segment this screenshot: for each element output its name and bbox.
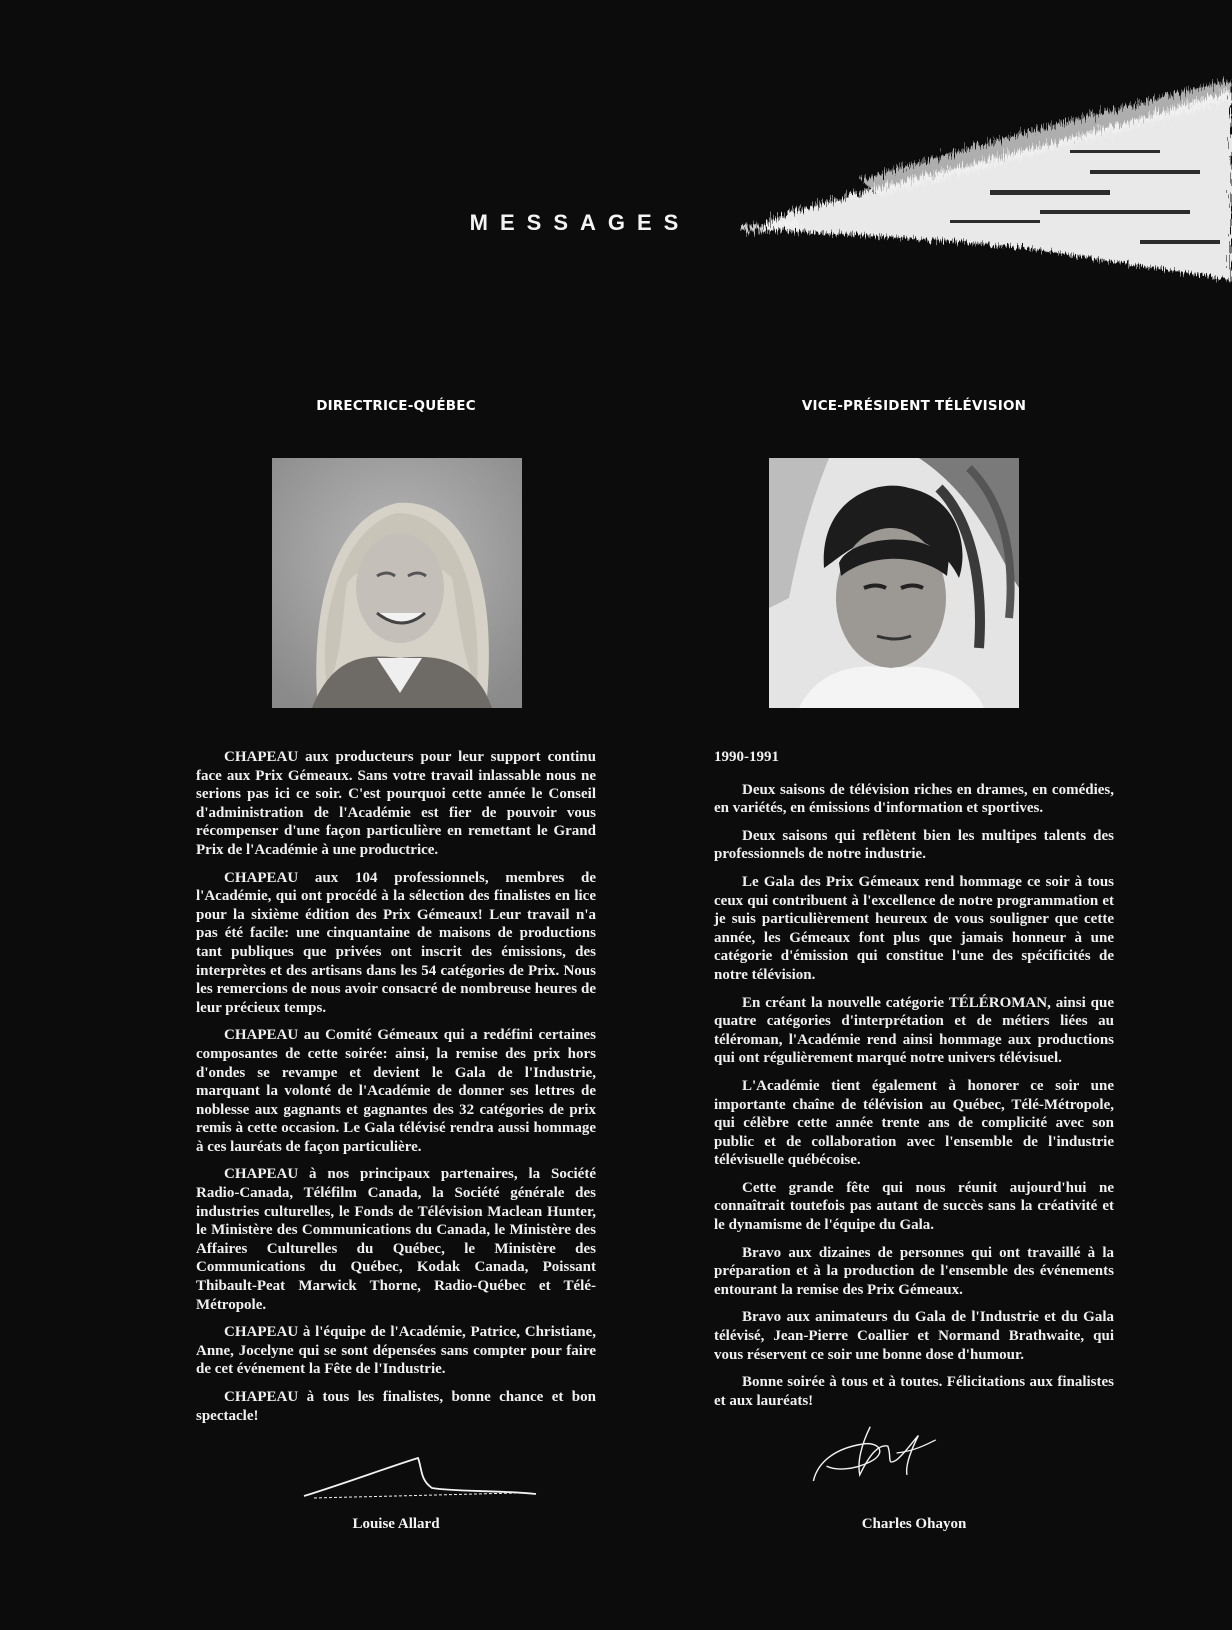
portrait-woman-photo [272, 458, 522, 708]
page-title: MESSAGES [469, 210, 691, 235]
message-date: 1990-1991 [714, 749, 779, 765]
paragraph: CHAPEAU aux producteurs pour leur support continu face aux Prix Gémeaux. Sans votre travail inlassable nous ne serions pas ici ce soir. C'est pourquoi cette année le Conseil d'administration de l'Académie est fier de pouvoir vous récompenser d'une façon particulière en remettant le Grand Prix de l'Académie à une productrice. [196, 749, 596, 858]
paragraph: Bonne soirée à tous et à toutes. Félicitations aux finalistes et aux lauréats! [714, 1374, 1114, 1409]
right-message-text [714, 748, 1114, 1419]
left-message-text [196, 748, 596, 1434]
paragraph: CHAPEAU à tous les finalistes, bonne chance et bon spectacle! [196, 1389, 596, 1424]
paragraph: CHAPEAU à nos principaux partenaires, la Société Radio-Canada, Téléfilm Canada, la Société générale des industries culturelles, le Fonds de Télévision Maclean Hunter, le Ministère des Communications du Canada, le Ministère des Affaires Culturelles du Québec, le Ministère des Communications du Québec, Kodak Canada, Poissant Thibault-Peat Marwick Thorne, Radio-Québec et Télé-Métropole. [196, 1166, 596, 1313]
paragraph: Le Gala des Prix Gémeaux rend hommage ce soir à tous ceux qui contribuent à l'excellence de notre programmation et je suis particulièrement heureux de vous souligner que cette année, les Gémeaux font plus que jamais honneur à une catégorie d'émission qui constitue l'une des spécificités de notre télévision. [714, 873, 1114, 983]
paragraph: CHAPEAU à l'équipe de l'Académie, Patrice, Christiane, Anne, Jocelyne qui se sont dépensées sans compter pour faire de cet événement la Fête de l'Industrie. [196, 1324, 596, 1378]
paragraph: Cette grande fête qui nous réunit aujourd'hui ne connaîtrait toutefois pas autant de succès sans la créativité et le dynamisme de l'équipe du Gala. [714, 1179, 1114, 1234]
paragraph: En créant la nouvelle catégorie TÉLÉROMAN, ainsi que quatre catégories d'interprétation et de métiers liées au téléroman, l'Académie rend ainsi hommage aux productions qui ont régulièrement marqué notre univers télévisuel. [714, 994, 1114, 1067]
signature-charles-ohayon [714, 1418, 1114, 1488]
paragraph: Deux saisons de télévision riches en drames, en comédies, en variétés, en émissions d'information et sportives. [714, 781, 1114, 817]
left-role-heading: DIRECTRICE-QUÉBEC [316, 398, 476, 414]
paragraph: Bravo aux animateurs du Gala de l'Industrie et du Gala télévisé, Jean-Pierre Coallier et Normand Brathwaite, qui vous réservent ce soir une bonne dose d'humour. [714, 1309, 1114, 1363]
right-role-heading: VICE-PRÉSIDENT TÉLÉVISION [801, 398, 1027, 414]
portrait-man-photo [769, 458, 1019, 708]
paragraph: CHAPEAU aux 104 professionnels, membres de l'Académie, qui ont procédé à la sélection des finalistes en lice pour la sixième édition des Prix Gémeaux! Leur travail n'a pas été facile: une cinquantaine de maisons de productions tant publiques que privées ont inscrit des émissions, des interprètes et des artisans dans les 54 catégories de Prix. Nous les remercions de nous avoir consacré de nombreuse heures de leur précieux temps. [196, 869, 596, 1016]
paragraph: Deux saisons qui reflètent bien les multipes talents des professionnels de notre industrie. [714, 827, 1114, 863]
brush-stroke-decoration [740, 70, 1232, 310]
signature-louise-allard [196, 1438, 596, 1508]
signature-name: Louise Allard [352, 1516, 440, 1532]
paragraph: Bravo aux dizaines de personnes qui ont travaillé à la préparation et à la production de l'ensemble des événements entourant la remise des Prix Gémeaux. [714, 1244, 1114, 1298]
signature-name: Charles Ohayon [861, 1516, 967, 1532]
paragraph: L'Académie tient également à honorer ce soir une importante chaîne de télévision au Québec, Télé-Métropole, qui célèbre cette année trente ans de complicité avec son public et de collaboration avec l'ensemble de l'industrie télévisuelle québécoise. [714, 1077, 1114, 1169]
paragraph: CHAPEAU au Comité Gémeaux qui a redéfini certaines composantes de cette soirée: ainsi, la remise des prix hors d'ondes se revampe et devient le Gala de l'Industrie, marquant la volonté de l'Académie de donner ses lettres de noblesse aux gagnants et gagnantes des 32 catégories de prix remis à cette occasion. Le Gala télévisé rendra aussi hommage à ces lauréats de façon particulière. [196, 1027, 596, 1155]
